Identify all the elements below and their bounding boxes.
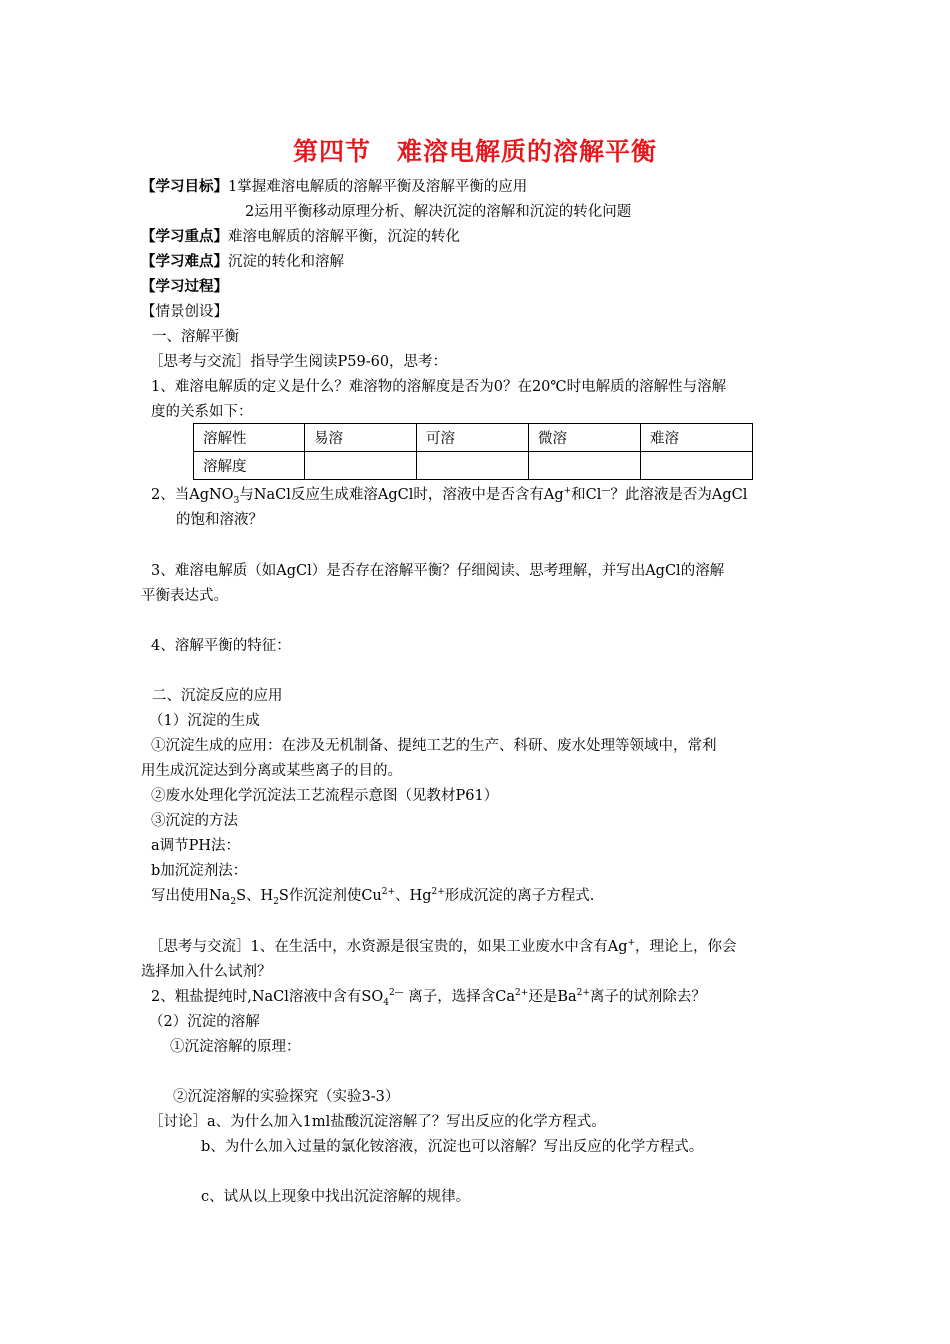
subscript: 2 (230, 896, 237, 907)
subscript: 3 (233, 495, 240, 506)
question-2-line-1 (151, 485, 747, 505)
text-run: 写出使用Na (151, 888, 231, 904)
text-run: 还是Ba (528, 989, 577, 1005)
question-1-line-1: 1、难溶电解质的定义是什么？难溶物的溶解度是否为0？在20℃时电解质的溶解性与溶解 (151, 379, 727, 395)
text-run: S、H (236, 888, 274, 904)
superscript: 2+ (576, 988, 590, 999)
table-header-cell: 可溶 (417, 424, 529, 452)
question-4: 4、溶解平衡的特征： (151, 638, 291, 654)
discussion-b: b、为什么加入过量的氯化铵溶液，沉淀也可以溶解？写出反应的化学方程式。 (201, 1139, 704, 1155)
section-1-heading: 一、溶解平衡 (152, 329, 239, 345)
superscript: + (563, 486, 572, 497)
difficulty-label: 【学习难点】 (141, 253, 228, 270)
superscript: 2+ (431, 887, 445, 898)
method-b: b加沉淀剂法： (151, 863, 248, 879)
goal-item-2: 2运用平衡移动原理分析、解决沉淀的溶解和沉淀的转化问题 (245, 204, 632, 220)
scenario-label: 【情景创设】 (141, 304, 228, 320)
table-cell (529, 452, 641, 480)
method-a: a调节PH法： (151, 838, 241, 854)
paragraph-2: ②废水处理化学沉淀法工艺流程示意图（见教材P61） (151, 788, 499, 804)
superscript: — (601, 486, 611, 497)
key-line (141, 227, 460, 247)
table-header-cell: 易溶 (305, 424, 417, 452)
solubility-table (193, 423, 753, 480)
text-run: 和Cl (571, 487, 602, 503)
goal-label: 【学习目标】 (141, 178, 228, 195)
think-prompt-1: ［思考与交流］指导学生阅读P59-60，思考： (149, 354, 448, 370)
table-header-cell: 难溶 (641, 424, 753, 452)
subscript: 4 (383, 997, 389, 1008)
table-cell (305, 452, 417, 480)
question-1-line-2: 度的关系如下： (151, 404, 253, 420)
superscript: 2+ (381, 887, 396, 898)
equation-prompt (151, 886, 594, 906)
question-2-line-2: 的饱和溶液？ (176, 512, 263, 528)
goal-line-1 (141, 177, 527, 197)
subsection-precipitate-formation: （1）沉淀的生成 (149, 713, 260, 729)
superscript: + (627, 938, 636, 949)
key-text: 难溶电解质的溶解平衡，沉淀的转化 (228, 229, 460, 245)
text-run: S作沉淀剂使Cu (278, 888, 382, 904)
text-run: 形成沉淀的离子方程式. (444, 888, 595, 904)
dissolution-principle: ①沉淀溶解的原理： (170, 1039, 301, 1055)
text-run: 2、粗盐提纯时,NaCl溶液中含有SO (151, 989, 384, 1005)
table-row-label: 溶解度 (194, 452, 305, 480)
superscript: 2+ (515, 988, 529, 999)
text-run: ？此溶液是否为AgCl (610, 487, 748, 503)
subscript: 2 (273, 896, 279, 907)
think-prompt-2-line-1 (149, 937, 737, 957)
difficulty-text: 沉淀的转化和溶解 (228, 254, 344, 270)
text-run: ［思考与交流］1、在生活中，水资源是很宝贵的，如果工业废水中含有Ag (149, 939, 628, 955)
section-2-heading: 二、沉淀反应的应用 (152, 688, 283, 704)
dissolution-experiment: ②沉淀溶解的实验探究（实验3-3） (173, 1089, 400, 1105)
table-cell (417, 452, 529, 480)
discussion-a: ［讨论］a、为什么加入1ml盐酸沉淀溶解了？写出反应的化学方程式。 (149, 1114, 606, 1130)
text-run: 、Hg (395, 888, 432, 904)
table-cell (641, 452, 753, 480)
text-run: 离子的试剂除去？ (589, 989, 706, 1005)
table-row (194, 424, 753, 452)
question-salt-purification (151, 987, 706, 1007)
paragraph-3: ③沉淀的方法 (151, 813, 238, 829)
text-run: 与NaCl反应生成难溶AgCl时，溶液中是否含有Ag (239, 487, 564, 503)
text-run: 离子，选择含Ca (403, 989, 516, 1005)
goal-item-1: 1掌握难溶电解质的溶解平衡及溶解平衡的应用 (228, 179, 528, 195)
think-prompt-2-line-2: 选择加入什么试剂？ (141, 964, 272, 980)
table-header-cell: 微溶 (529, 424, 641, 452)
superscript: 2— (388, 988, 404, 999)
process-label: 【学习过程】 (141, 278, 228, 295)
text-run: 2、当AgNO (151, 487, 234, 503)
difficulty-line (141, 252, 344, 272)
paragraph-1-line-1: ①沉淀生成的应用：在涉及无机制备、提纯工艺的生产、科研、废水处理等领域中，常利 (151, 738, 717, 754)
table-row (194, 452, 753, 480)
subsection-precipitate-dissolution: （2）沉淀的溶解 (149, 1014, 260, 1030)
discussion-c: c、试从以上现象中找出沉淀溶解的规律。 (201, 1189, 471, 1205)
table-header-cell: 溶解性 (194, 424, 305, 452)
question-3-line-2: 平衡表达式。 (141, 588, 228, 604)
text-run: ，理论上，你会 (635, 939, 737, 955)
key-label: 【学习重点】 (141, 228, 228, 245)
question-3-line-1: 3、难溶电解质（如AgCl）是否存在溶解平衡？仔细阅读、思考理解，并写出AgCl的溶解 (151, 563, 725, 579)
page-title: 第四节 难溶电解质的溶解平衡 (292, 137, 657, 166)
paragraph-1-line-2: 用生成沉淀达到分离或某些离子的目的。 (141, 763, 402, 779)
